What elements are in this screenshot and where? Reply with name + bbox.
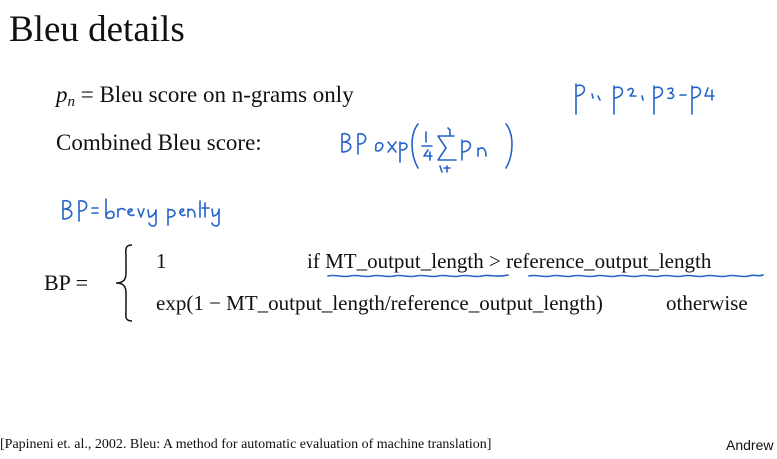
- pn-symbol: p: [56, 82, 68, 107]
- handwritten-formula: [338, 120, 528, 175]
- case-1-value: 1: [156, 249, 167, 273]
- pn-definition: [56, 82, 354, 111]
- cases-brace: [112, 243, 136, 323]
- underline-mt-output-length: [326, 272, 511, 282]
- underline-reference-output-length: [527, 272, 767, 282]
- citation: [Papineni et. al., 2002. Bleu: A method for automatic evaluation of machine translation]: [0, 437, 492, 452]
- case-2-value: exp(1 − MT_output_length/reference_output_length): [156, 291, 603, 315]
- combined-label: Combined Bleu score:: [56, 130, 262, 155]
- pn-definition-text: = Bleu score on n-grams only: [75, 82, 354, 107]
- author-name: Andrew: [726, 437, 774, 453]
- pn-subscript: n: [67, 94, 75, 110]
- handwritten-p-list: [570, 80, 740, 120]
- slide-title: Bleu details: [9, 9, 185, 50]
- handwritten-bp-note: [60, 193, 230, 233]
- case-2-condition: otherwise: [666, 291, 748, 315]
- case-1-condition: if MT_output_length > reference_output_length: [307, 249, 712, 273]
- bp-equation-label: BP =: [44, 270, 88, 295]
